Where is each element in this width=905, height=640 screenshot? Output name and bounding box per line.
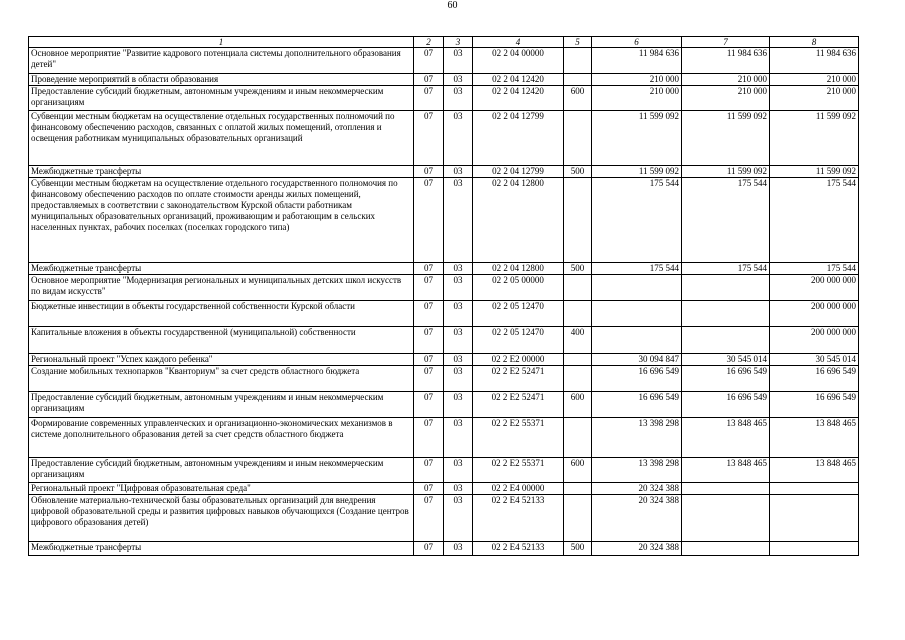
table-row [29, 48, 859, 74]
row-expense-type-cell [564, 483, 592, 495]
row-amount-year2-cell [682, 275, 770, 301]
row-target-code-cell: 02 2 E2 52471 [473, 392, 564, 418]
row-name-cell: Создание мобильных технопарков "Кванториум" за счет средств областного бюджета [29, 366, 414, 392]
row-target-code-cell: 02 2 04 12420 [473, 86, 564, 111]
row-amount-year3-cell: 11 984 636 [770, 48, 859, 74]
row-name-cell: Региональный проект "Успех каждого ребенка" [29, 354, 414, 366]
row-amount-year2-cell: 210 000 [682, 86, 770, 111]
row-subsection-cell: 03 [444, 86, 473, 111]
row-subsection-cell: 03 [444, 178, 473, 263]
row-amount-year2-cell: 11 599 092 [682, 111, 770, 166]
table-row [29, 166, 859, 178]
row-amount-year3-cell: 210 000 [770, 74, 859, 86]
row-name-cell: Региональный проект "Цифровая образовательная среда" [29, 483, 414, 495]
row-expense-type-cell [564, 354, 592, 366]
row-subsection-cell: 03 [444, 74, 473, 86]
row-subsection-cell: 03 [444, 495, 473, 542]
row-target-code-cell: 02 2 04 12800 [473, 263, 564, 275]
row-name-cell: Предоставление субсидий бюджетным, автономным учреждениям и иным некоммерческим организациям [29, 392, 414, 418]
table-row [29, 483, 859, 495]
row-name-cell: Субвенции местным бюджетам на осуществление отдельного государственного полномочия по финансовому обеспечению расходов по оплате стоимости аренды жилых помещений, предоставляемых в соответствии с законодательством Курской области работникам муниципальных образовательных организаций, проживающим и работающим в сельских населенных пунктах, рабочих поселках (поселках городского типа) [29, 178, 414, 263]
row-expense-type-cell: 600 [564, 86, 592, 111]
row-target-code-cell: 02 2 04 12799 [473, 166, 564, 178]
row-target-code-cell: 02 2 E2 00000 [473, 354, 564, 366]
row-section-cell: 07 [414, 483, 444, 495]
table-row [29, 542, 859, 556]
row-target-code-cell: 02 2 04 12799 [473, 111, 564, 166]
row-amount-year1-cell: 11 599 092 [592, 111, 682, 166]
row-name-cell: Капитальные вложения в объекты государственной (муниципальной) собственности [29, 327, 414, 354]
row-target-code-cell: 02 2 E4 52133 [473, 495, 564, 542]
row-target-code-cell: 02 2 E4 52133 [473, 542, 564, 556]
row-amount-year1-cell [592, 275, 682, 301]
table-row [29, 392, 859, 418]
row-section-cell: 07 [414, 166, 444, 178]
row-expense-type-cell [564, 495, 592, 542]
row-amount-year3-cell: 16 696 549 [770, 366, 859, 392]
row-subsection-cell: 03 [444, 354, 473, 366]
row-amount-year1-cell: 11 984 636 [592, 48, 682, 74]
row-amount-year3-cell [770, 483, 859, 495]
row-section-cell: 07 [414, 354, 444, 366]
row-section-cell: 07 [414, 74, 444, 86]
row-amount-year3-cell: 200 000 000 [770, 301, 859, 327]
row-expense-type-cell: 600 [564, 458, 592, 483]
table-row [29, 74, 859, 86]
row-subsection-cell: 03 [444, 458, 473, 483]
row-amount-year1-cell [592, 327, 682, 354]
row-amount-year2-cell: 175 544 [682, 263, 770, 275]
row-expense-type-cell [564, 48, 592, 74]
row-target-code-cell: 02 2 E2 52471 [473, 366, 564, 392]
row-section-cell: 07 [414, 495, 444, 542]
row-amount-year1-cell: 13 398 298 [592, 418, 682, 458]
row-section-cell: 07 [414, 263, 444, 275]
row-amount-year2-cell [682, 542, 770, 556]
row-amount-year2-cell: 175 544 [682, 178, 770, 263]
table-row [29, 178, 859, 263]
row-amount-year2-cell: 30 545 014 [682, 354, 770, 366]
row-subsection-cell: 03 [444, 366, 473, 392]
row-expense-type-cell: 500 [564, 542, 592, 556]
row-amount-year3-cell: 200 000 000 [770, 275, 859, 301]
row-target-code-cell: 02 2 04 12800 [473, 178, 564, 263]
row-amount-year1-cell: 16 696 549 [592, 366, 682, 392]
row-amount-year3-cell [770, 495, 859, 542]
row-section-cell: 07 [414, 327, 444, 354]
row-amount-year3-cell: 210 000 [770, 86, 859, 111]
row-amount-year3-cell: 30 545 014 [770, 354, 859, 366]
row-subsection-cell: 03 [444, 166, 473, 178]
row-amount-year1-cell: 175 544 [592, 263, 682, 275]
row-name-cell: Предоставление субсидий бюджетным, автономным учреждениям и иным некоммерческим организациям [29, 86, 414, 111]
row-section-cell: 07 [414, 542, 444, 556]
row-subsection-cell: 03 [444, 301, 473, 327]
row-amount-year2-cell: 210 000 [682, 74, 770, 86]
row-name-cell: Субвенции местным бюджетам на осуществление отдельных государственных полномочий по финансовому обеспечению расходов, связанных с оплатой жилых помещений, отопления и освещения работникам муниципальных образовательных организаций [29, 111, 414, 166]
row-amount-year2-cell: 13 848 465 [682, 418, 770, 458]
row-amount-year3-cell: 175 544 [770, 178, 859, 263]
table-row [29, 418, 859, 458]
row-target-code-cell: 02 2 05 00000 [473, 275, 564, 301]
row-section-cell: 07 [414, 275, 444, 301]
row-subsection-cell: 03 [444, 275, 473, 301]
row-amount-year3-cell: 13 848 465 [770, 458, 859, 483]
table-row [29, 86, 859, 111]
header-row [29, 37, 859, 48]
row-name-cell: Бюджетные инвестиции в объекты государственной собственности Курской области [29, 301, 414, 327]
table-row [29, 301, 859, 327]
row-subsection-cell: 03 [444, 263, 473, 275]
row-amount-year2-cell [682, 327, 770, 354]
table-row [29, 366, 859, 392]
row-expense-type-cell: 600 [564, 392, 592, 418]
row-amount-year2-cell [682, 483, 770, 495]
row-target-code-cell: 02 2 04 00000 [473, 48, 564, 74]
row-expense-type-cell [564, 178, 592, 263]
row-target-code-cell: 02 2 E4 00000 [473, 483, 564, 495]
row-amount-year3-cell: 13 848 465 [770, 418, 859, 458]
col-header-1: 1 [29, 37, 414, 48]
row-amount-year1-cell: 210 000 [592, 74, 682, 86]
row-amount-year1-cell: 16 696 549 [592, 392, 682, 418]
row-amount-year1-cell [592, 301, 682, 327]
row-amount-year1-cell: 20 324 388 [592, 483, 682, 495]
col-header-2: 2 [414, 37, 444, 48]
row-section-cell: 07 [414, 418, 444, 458]
row-amount-year1-cell: 11 599 092 [592, 166, 682, 178]
row-subsection-cell: 03 [444, 542, 473, 556]
row-amount-year2-cell: 11 599 092 [682, 166, 770, 178]
row-name-cell: Основное мероприятие "Развитие кадрового потенциала системы дополнительного образования детей" [29, 48, 414, 74]
table-row [29, 458, 859, 483]
row-amount-year3-cell: 11 599 092 [770, 111, 859, 166]
row-section-cell: 07 [414, 178, 444, 263]
row-name-cell: Проведение мероприятий в области образования [29, 74, 414, 86]
row-subsection-cell: 03 [444, 48, 473, 74]
row-expense-type-cell [564, 74, 592, 86]
row-amount-year1-cell: 30 094 847 [592, 354, 682, 366]
row-target-code-cell: 02 2 E2 55371 [473, 458, 564, 483]
row-subsection-cell: 03 [444, 392, 473, 418]
row-target-code-cell: 02 2 05 12470 [473, 327, 564, 354]
row-section-cell: 07 [414, 111, 444, 166]
page-number: 60 [447, 0, 458, 11]
row-amount-year3-cell: 200 000 000 [770, 327, 859, 354]
col-header-4: 4 [473, 37, 564, 48]
row-target-code-cell: 02 2 05 12470 [473, 301, 564, 327]
table-row [29, 111, 859, 166]
table-row [29, 354, 859, 366]
row-amount-year2-cell: 13 848 465 [682, 458, 770, 483]
row-amount-year3-cell: 16 696 549 [770, 392, 859, 418]
col-header-8: 8 [770, 37, 859, 48]
row-amount-year1-cell: 210 000 [592, 86, 682, 111]
row-amount-year1-cell: 13 398 298 [592, 458, 682, 483]
row-target-code-cell: 02 2 04 12420 [473, 74, 564, 86]
row-expense-type-cell [564, 301, 592, 327]
col-header-3: 3 [444, 37, 473, 48]
row-section-cell: 07 [414, 458, 444, 483]
row-expense-type-cell: 500 [564, 166, 592, 178]
row-amount-year1-cell: 175 544 [592, 178, 682, 263]
col-header-7: 7 [682, 37, 770, 48]
row-amount-year2-cell: 16 696 549 [682, 392, 770, 418]
table-row [29, 275, 859, 301]
row-section-cell: 07 [414, 392, 444, 418]
row-amount-year2-cell: 11 984 636 [682, 48, 770, 74]
row-amount-year1-cell: 20 324 388 [592, 495, 682, 542]
row-subsection-cell: 03 [444, 111, 473, 166]
row-name-cell: Формирование современных управленческих и организационно-экономических механизмов в системе дополнительного образования детей за счет средств областного бюджета [29, 418, 414, 458]
row-expense-type-cell [564, 111, 592, 166]
row-amount-year3-cell [770, 542, 859, 556]
col-header-6: 6 [592, 37, 682, 48]
row-name-cell: Основное мероприятие "Модернизация региональных и муниципальных детских школ искусств по видам искусств" [29, 275, 414, 301]
table-row [29, 327, 859, 354]
row-expense-type-cell: 500 [564, 263, 592, 275]
row-target-code-cell: 02 2 E2 55371 [473, 418, 564, 458]
row-name-cell: Межбюджетные трансферты [29, 166, 414, 178]
budget-table [28, 36, 859, 556]
row-name-cell: Межбюджетные трансферты [29, 263, 414, 275]
row-expense-type-cell [564, 275, 592, 301]
row-section-cell: 07 [414, 48, 444, 74]
row-subsection-cell: 03 [444, 483, 473, 495]
row-subsection-cell: 03 [444, 418, 473, 458]
row-name-cell: Межбюджетные трансферты [29, 542, 414, 556]
row-section-cell: 07 [414, 301, 444, 327]
row-subsection-cell: 03 [444, 327, 473, 354]
row-amount-year1-cell: 20 324 388 [592, 542, 682, 556]
row-amount-year3-cell: 175 544 [770, 263, 859, 275]
row-section-cell: 07 [414, 366, 444, 392]
row-amount-year2-cell [682, 301, 770, 327]
col-header-5: 5 [564, 37, 592, 48]
row-expense-type-cell: 400 [564, 327, 592, 354]
row-expense-type-cell [564, 418, 592, 458]
table-row [29, 495, 859, 542]
row-expense-type-cell [564, 366, 592, 392]
table-row [29, 263, 859, 275]
row-name-cell: Предоставление субсидий бюджетным, автономным учреждениям и иным некоммерческим организациям [29, 458, 414, 483]
row-amount-year2-cell [682, 495, 770, 542]
row-amount-year2-cell: 16 696 549 [682, 366, 770, 392]
row-amount-year3-cell: 11 599 092 [770, 166, 859, 178]
row-section-cell: 07 [414, 86, 444, 111]
row-name-cell: Обновление материально-технической базы образовательных организаций для внедрения цифровой образовательной среды и развития цифровых навыков обучающихся (Создание центров цифрового образования детей) [29, 495, 414, 542]
